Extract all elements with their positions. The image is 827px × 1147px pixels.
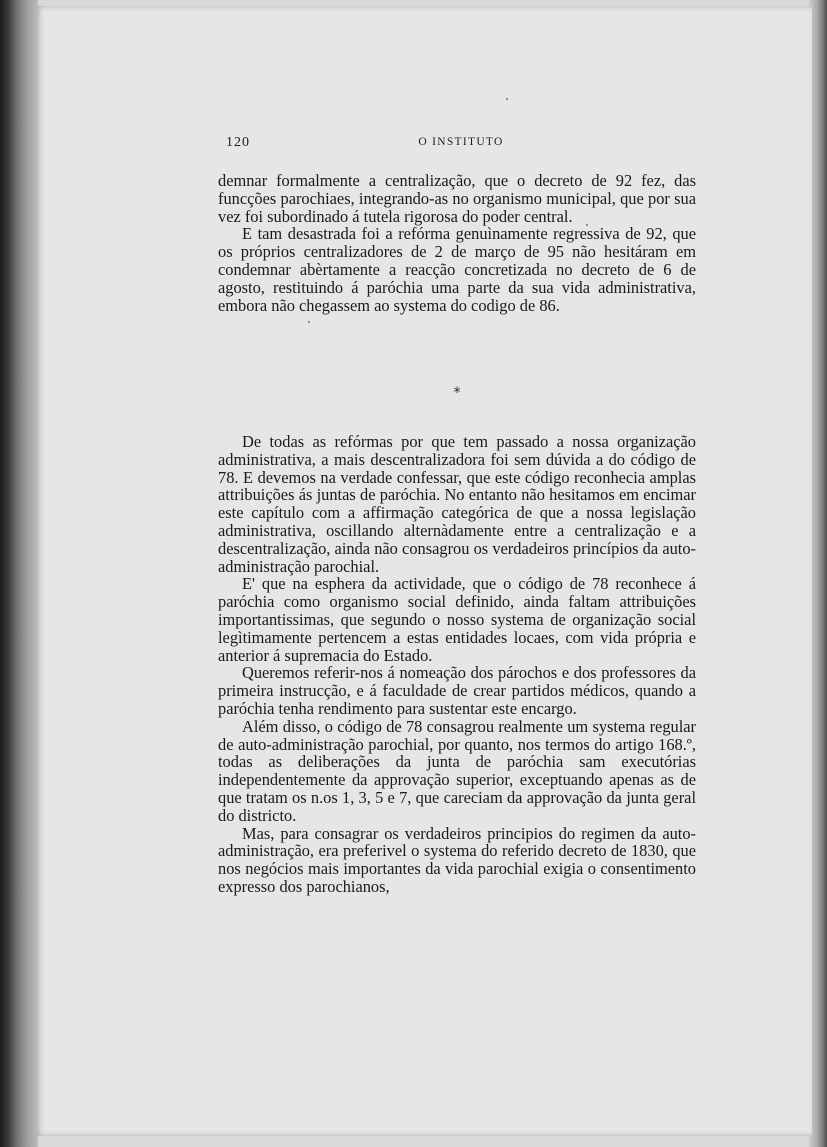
running-title: O INSTITUTO	[418, 136, 504, 148]
book-binding-shadow	[0, 0, 38, 1147]
paragraph: Além disso, o código de 78 consagrou realmente um systema regular de auto-administração parochial, por quanto, nos termos do artigo 168.º, todas as deliberações da junta de paróchia sam executórias independentemente da approvação superior, exceptuando apenas as de que tratam os n.os 1, 3, 5 e 7, que careciam da approvação da junta geral do districto.	[218, 716, 696, 825]
paper-speck	[308, 321, 310, 323]
running-header	[226, 135, 696, 153]
paper-speck	[506, 98, 508, 100]
paragraph: De todas as refórmas por que tem passado a nossa organização administrativa, a mais descentralizadora foi sem dúvida a do código de 78. E devemos na verdade confessar, que este código reconhecia amplas attribuições ás juntas de paróchia. No entanto não hesitamos em encimar este capítulo com a affirmação categórica de que a nossa legislação administrativa, oscillando alternàdamente entre a centralização e a descentralização, ainda não consagrou os verdadeiros princípios da auto-administração parochial.	[218, 432, 696, 576]
section-separator: *	[453, 385, 461, 401]
text-block-top	[218, 172, 696, 314]
page-number: 120	[226, 135, 250, 150]
paragraph: demnar formalmente a centralização, que o decreto de 92 fez, das funcções parochiaes, integrando-as no organismo municipal, que por sua vez foi subordinado á tutela rigorosa do poder central.	[218, 171, 696, 226]
text-block-bottom	[218, 433, 696, 896]
paragraph: E' que na esphera da actividade, que o código de 78 reconhece á paróchia como organismo social definido, ainda faltam attribuições importantissimas, que segundo o nosso systema de organização social legìtimamente pertencem a estas entidades locaes, com vida própria e anterior á supremacia do Estado.	[218, 574, 696, 665]
paragraph: Queremos referir-nos á nomeação dos párochos e dos professores da primeira instrucção, e á faculdade de crear partidos médicos, quando a paróchia tenha rendimento para sustentar este encargo.	[218, 663, 696, 718]
paragraph: Mas, para consagrar os verdadeiros principios do regimen da auto-administração, era preferivel o systema do referido decreto de 1830, que nos negócios mais importantes da vida parochial exigia o consentimento expresso dos parochianos,	[218, 823, 696, 896]
paragraph: E tam desastrada foi a refórma genuìnamente regressiva de 92, que os próprios centralizadores de 2 de março de 95 não hesitáram em condemnar abèrtamente a reacção concretizada no decreto de 6 de agosto, restituindo á paróchia uma parte da sua vida administrativa, embora não chegassem ao systema do codigo de 86.	[218, 224, 696, 315]
